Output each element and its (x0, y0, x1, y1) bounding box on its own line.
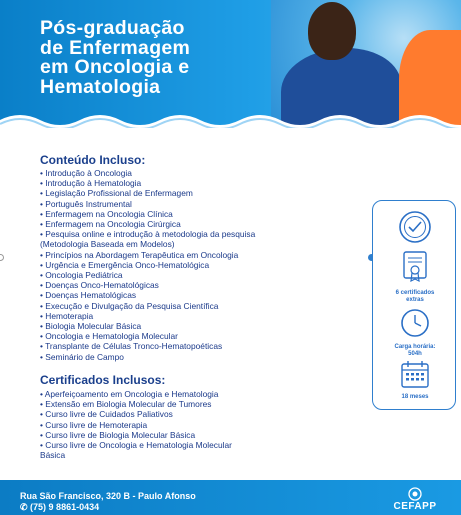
certificate-icon (399, 249, 431, 285)
list-item: • Urgência e Emergência Onco-Hematológica (40, 260, 255, 270)
list-item: • Transplante de Células Tronco-Hematopoéticas (40, 341, 255, 351)
list-item: • Aperfeiçoamento em Oncologia e Hematologia (40, 389, 232, 399)
features-panel (372, 200, 456, 410)
certificates-title: Certificados Inclusos: (40, 373, 166, 387)
title-line-4: Hematologia (40, 75, 161, 98)
phone-number: (75) 9 8861-0434 (30, 502, 100, 512)
certificates-feature (373, 249, 457, 304)
hours-label-line-2: 504h (408, 351, 422, 357)
list-item: • Oncologia e Hematologia Molecular (40, 331, 255, 341)
certificates-label-line-2: extras (406, 297, 424, 303)
title-line-3: em Oncologia e (40, 56, 190, 78)
wave-divider (0, 110, 461, 128)
included-content-title: Conteúdo Incluso: (40, 153, 146, 167)
list-item: • Seminário de Campo (40, 352, 255, 362)
carousel-prev-dot[interactable] (0, 254, 4, 261)
nurse-head (308, 2, 356, 60)
cefapp-logo[interactable] (389, 487, 441, 513)
list-item: • Curso livre de Oncologia e Hematologia Molecular (40, 440, 232, 450)
whatsapp-icon: ✆ (20, 502, 31, 512)
list-item: • Legislação Profissional de Enfermagem (40, 188, 255, 198)
hours-feature (373, 307, 457, 358)
calendar-icon (399, 359, 431, 389)
footer-bar (0, 480, 461, 515)
logo-mark-icon (408, 487, 422, 501)
list-item: • Pesquisa online e introdução à metodologia da pesquisa (40, 229, 255, 239)
list-item: • Execução e Divulgação da Pesquisa Científica (40, 301, 255, 311)
list-item: • Princípios na Abordagem Terapêutica em Oncologia (40, 250, 255, 260)
hours-label-line-1: Carga horária: (394, 344, 436, 350)
list-item: • Enfermagem na Oncologia Cirúrgica (40, 219, 255, 229)
list-item: • Enfermagem na Oncologia Clínica (40, 209, 255, 219)
list-item: • Curso livre de Hemoterapia (40, 420, 232, 430)
list-item: • Português Instrumental (40, 199, 255, 209)
list-item: • Extensão em Biologia Molecular de Tumores (40, 399, 232, 409)
address-text: Rua São Francisco, 320 B - Paulo Afonso (20, 491, 196, 501)
recognized-seal-icon (397, 209, 433, 245)
clock-icon (399, 307, 431, 339)
phone-line[interactable] (20, 502, 99, 512)
recognition-feature (373, 209, 457, 250)
page-title (40, 19, 190, 97)
title-line-1: Pós-graduação (40, 17, 185, 39)
list-item: • Hemoterapia (40, 311, 255, 321)
hero-banner (0, 0, 461, 128)
list-item: • Curso livre de Biologia Molecular Básica (40, 430, 232, 440)
certificates-list (40, 389, 232, 460)
list-item: • Introdução à Hematologia (40, 178, 255, 188)
logo-brand-text: CEFAPP (393, 501, 437, 512)
months-label: 18 meses (401, 394, 429, 400)
list-item: • Curso livre de Cuidados Paliativos (40, 409, 232, 419)
certificates-label-line-1: 6 certificados (395, 290, 435, 296)
list-item-continuation: (Metodologia Baseada em Modelos) (40, 239, 175, 250)
list-item: • Biologia Molecular Básica (40, 321, 255, 331)
list-item: • Doenças Hematológicas (40, 290, 255, 300)
duration-feature (373, 359, 457, 401)
included-content-list (40, 168, 255, 362)
title-line-2: de Enfermagem (40, 36, 191, 59)
list-item: • Oncologia Pediátrica (40, 270, 255, 280)
hero-photo (271, 0, 461, 128)
list-item: • Doenças Onco-Hematológicas (40, 280, 255, 290)
list-item-continuation: Básica (40, 450, 66, 461)
list-item: • Introdução à Oncologia (40, 168, 255, 178)
